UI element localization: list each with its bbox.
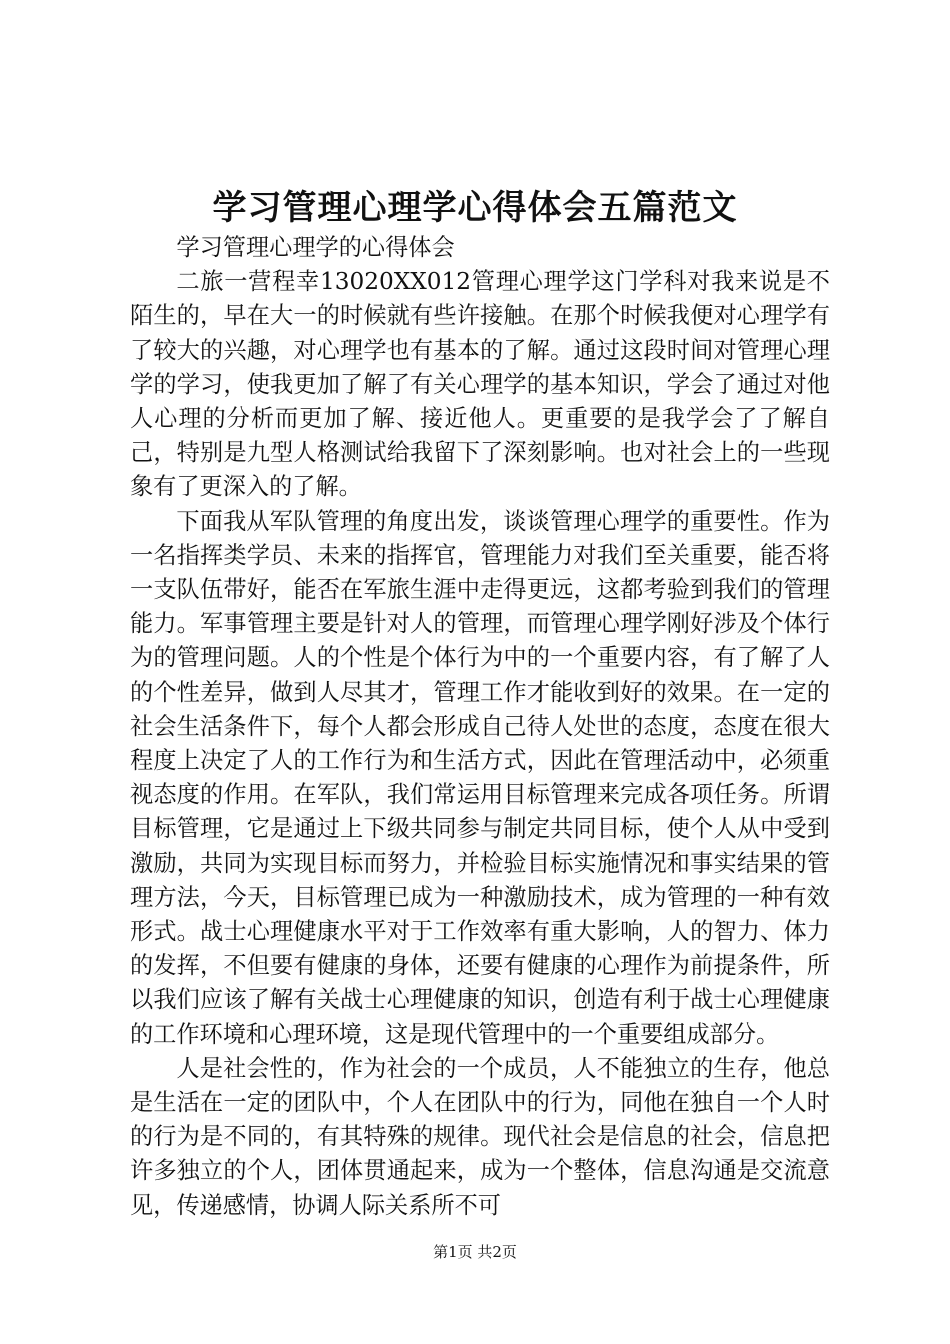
page-footer: 第1页 共2页	[433, 1243, 517, 1261]
body-paragraph: 人是社会性的，作为社会的一个成员，人不能独立的生存，他总是生活在一定的团队中，个人在团队中的行为，同他在独自一个人时的行为是不同的，有其特殊的规律。现代社会是信息的社会，信息把许多独立的个人，团体贯通起来，成为一个整体，信息沟通是交流意见，传递感情，协调人际关系所不可	[130, 1054, 830, 1219]
body-paragraph: 下面我从军队管理的角度出发，谈谈管理心理学的重要性。作为一名指挥类学员、未来的指挥官，管理能力对我们至关重要，能否将一支队伍带好，能否在军旅生涯中走得更远，这都考验到我们的管理能力。军事管理主要是针对人的管理，而管理心理学刚好涉及个体行为的管理问题。人的个性是个体行为中的一个重要内容，有了解了人的个性差异，做到人尽其才，管理工作才能收到好的效果。在一定的社会生活条件下，每个人都会形成自己待人处世的态度，态度在很大程度上决定了人的工作行为和生活方式，因此在管理活动中，必须重视态度的作用。在军队，我们常运用目标管理来完成各项任务。所谓目标管理，它是通过上下级共同参与制定共同目标，使个人从中受到激励，共同为实现目标而努力，并检验目标实施情况和事实结果的管理方法，今天，目标管理已成为一种激励技术，成为管理的一种有效形式。战士心理健康水平对于工作效率有重大影响，人的智力、体力的发挥，不但要有健康的身体，还要有健康的心理作为前提条件，所以我们应该了解有关战士心理健康的知识，创造有利于战士心理健康的工作环境和心理环境，这是现代管理中的一个重要组成部分。	[130, 507, 830, 1048]
body-paragraph-subtitle: 学习管理心理学的心得体会	[176, 234, 455, 261]
document-title: 学习管理心理学心得体会五篇范文	[212, 188, 738, 228]
document-body	[130, 231, 830, 1223]
body-paragraph: 二旅一营程幸13020XX012管理心理学这门学科对我来说是不陌生的，早在大一的时候就有些许接触。在那个时候我便对心理学有了较大的兴趣，对心理学也有基本的了解。通过这段时间对管理心理学的学习，使我更加了解了有关心理学的基本知识，学会了通过对他人心理的分析而更加了解、接近他人。更重要的是我学会了了解自己，特别是九型人格测试给我留下了深刻影响。也对社会上的一些现象有了更深入的了解。	[130, 268, 830, 501]
